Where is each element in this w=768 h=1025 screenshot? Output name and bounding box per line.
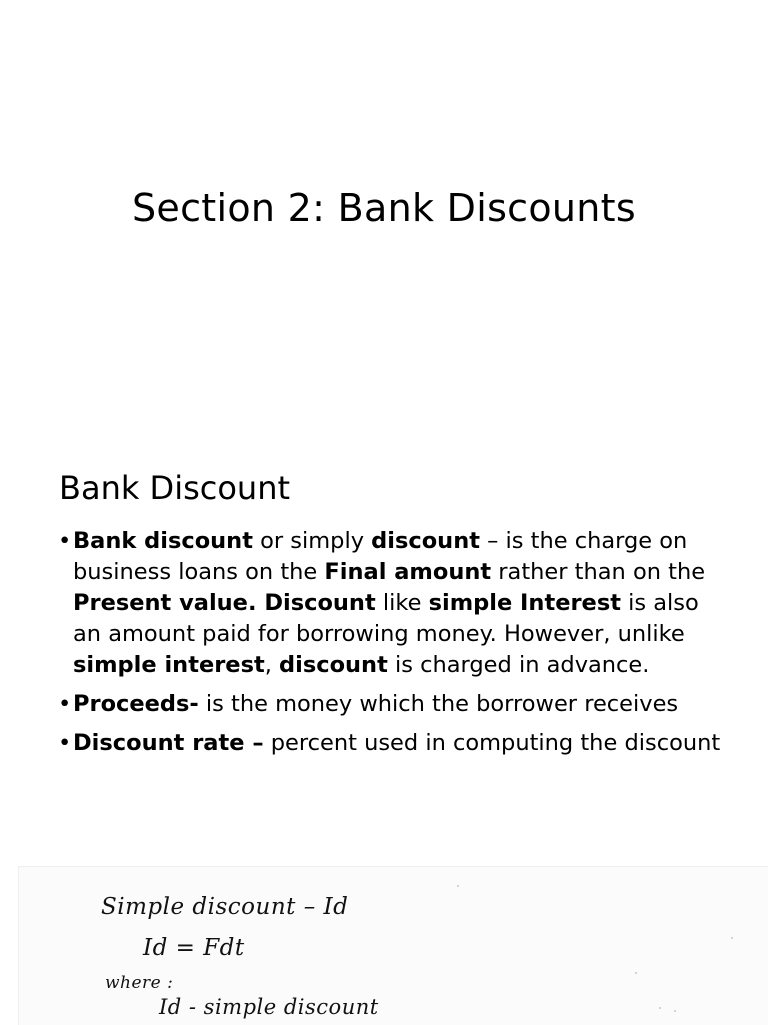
bullet-item (58, 689, 723, 720)
paper-speck (457, 885, 459, 887)
bullet-term: Discount rate – (73, 730, 264, 756)
handwritten-line: Simple discount – Id (101, 894, 349, 920)
bullet-text: percent used in computing the discount (263, 730, 721, 756)
bullet-term: simple Interest (428, 590, 621, 616)
bullet-term: discount (371, 528, 480, 554)
content-slide (0, 430, 768, 865)
paper-speck (635, 972, 637, 974)
bullet-text: is charged in advance. (387, 652, 650, 678)
slide-heading: Bank Discount (59, 469, 291, 507)
handwritten-line: Id = Fdt (143, 935, 245, 961)
bullet-text: – is the charge on business loans on the (73, 528, 688, 585)
bullet-item (58, 728, 723, 759)
bullet-term: Bank discount (73, 528, 253, 554)
bullet-term: simple interest (73, 652, 265, 678)
bullet-text: is also an amount paid for borrowing money. However, unlike (73, 590, 699, 647)
handwritten-line: Id - simple discount (159, 995, 379, 1019)
bullet-term: discount (279, 652, 388, 678)
bullet-dot: • (58, 730, 72, 756)
title-slide (0, 0, 768, 430)
bullet-dot: • (58, 528, 72, 554)
bullet-text: or simply (252, 528, 372, 554)
paper-speck (731, 937, 733, 939)
bullet-term: Proceeds- (73, 691, 199, 717)
bullet-text: like (375, 590, 429, 616)
paper-speck (674, 1010, 676, 1012)
bullet-text: rather than on the (491, 559, 706, 585)
bullet-list (58, 526, 723, 767)
paper-speck (659, 1007, 661, 1009)
handwritten-line: where : (105, 973, 174, 993)
section-title: Section 2: Bank Discounts (132, 186, 636, 230)
bullet-item (58, 526, 723, 681)
bullet-dot: • (58, 691, 72, 717)
bullet-term: Final amount (324, 559, 492, 585)
handwritten-notes-image (18, 866, 768, 1025)
bullet-text: , (264, 652, 280, 678)
bullet-term: Present value. Discount (73, 590, 376, 616)
bullet-text: is the money which the borrower receives (198, 691, 679, 717)
